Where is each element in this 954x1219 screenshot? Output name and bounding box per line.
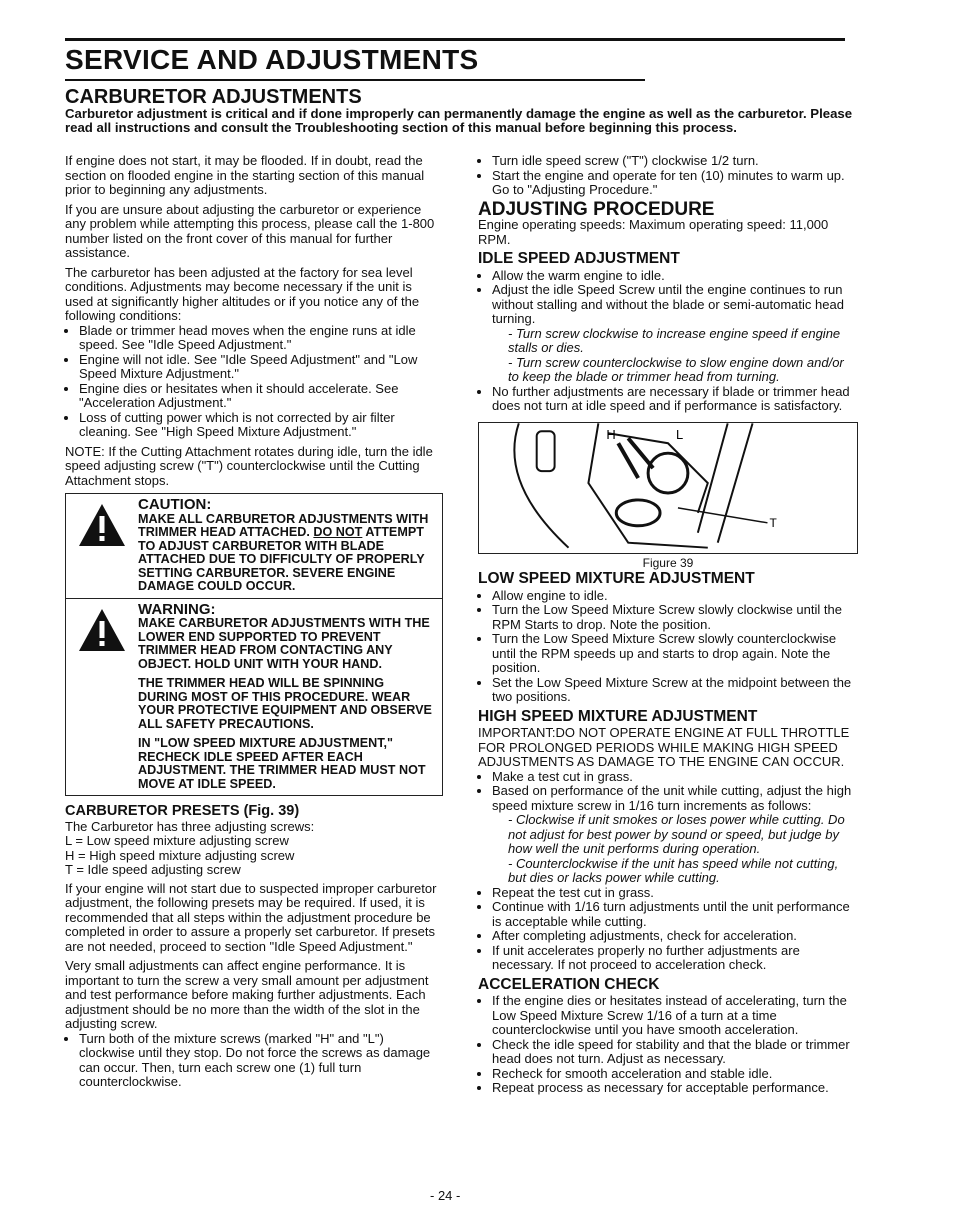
idle-list — [478, 269, 858, 327]
top-rule — [65, 38, 845, 41]
paragraph: The Carburetor has three adjusting screws: — [65, 818, 315, 834]
figure-caption: Figure 39 — [642, 555, 694, 570]
page-number: - 24 - — [430, 1188, 461, 1203]
adjusting-procedure-heading: ADJUSTING PROCEDURE — [478, 198, 715, 220]
list-item: • Engine dies or hesitates when it should accelerate. See "Acceleration Adjustment." — [79, 382, 443, 411]
conditions-list — [65, 324, 443, 440]
warning-label: WARNING: — [138, 600, 216, 618]
intro-warning: Carburetor adjustment is critical and if done improperly can permanently damage the engine as well as the carburetor. Please read all instructions and consult the Troubleshooting section of this manual before beginning this process. — [65, 106, 853, 135]
low-speed-list — [478, 589, 858, 705]
list-item: • Turn the Low Speed Mixture Screw slowly counterclockwise until the RPM speeds up and starts to drop again. Note the position. — [492, 632, 858, 676]
presets-list — [65, 1032, 443, 1090]
do-not-emphasis: DO NOT — [313, 525, 363, 539]
low-speed-heading: LOW SPEED MIXTURE ADJUSTMENT — [478, 570, 755, 587]
idle-speed-heading: IDLE SPEED ADJUSTMENT — [478, 250, 680, 267]
list-item: • Adjust the idle Speed Screw until the engine continues to run without stalling and without the blade or semi-automatic head turning. — [492, 283, 858, 327]
list-item: • Repeat the test cut in grass. — [492, 886, 858, 901]
list-item: • Start the engine and operate for ten (10) minutes to warm up. Go to "Adjusting Procedure." — [492, 169, 858, 198]
title-rule — [65, 79, 645, 81]
paragraph: The carburetor has been adjusted at the factory for sea level conditions. Adjustments may become necessary if the unit is used at significantly higher altitudes or if you notice any of the following conditions: — [65, 264, 420, 323]
high-speed-list — [478, 886, 858, 973]
sub-item: - Clockwise if unit smokes or loses power while cutting. Do not adjust for best power by sound or speed, but judge by how well the unit performs during operation. — [508, 812, 845, 856]
list-item: • Allow the warm engine to idle. — [492, 269, 858, 284]
list-item: • Repeat process as necessary for acceptable performance. — [492, 1081, 858, 1096]
list-item: • Loss of cutting power which is not corrected by air filter cleaning. See "High Speed Mixture Adjustment." — [79, 411, 443, 440]
screw-item: T = Idle speed adjusting screw — [65, 862, 241, 877]
list-item: • Set the Low Speed Mixture Screw at the midpoint between the two positions. — [492, 676, 858, 705]
warning-section — [66, 598, 442, 796]
list-item: • Continue with 1/16 turn adjustments until the unit performance is acceptable while cutting. — [492, 900, 858, 929]
sub-item: - Counterclockwise if the unit has speed while not cutting, but dies or lacks power while cutting. — [508, 855, 839, 885]
warning-text: THE TRIMMER HEAD WILL BE SPINNING DURING MOST OF THIS PROCEDURE. WEAR YOUR PROTECTIVE EQUIPMENT AND OBSERVE ALL SAFETY PRECAUTIONS. — [138, 676, 432, 731]
list-item: • Based on performance of the unit while cutting, adjust the high speed mixture screw in 1/16 turn increments as follows: — [492, 784, 858, 813]
acceleration-heading: ACCELERATION CHECK — [478, 975, 660, 993]
list-item: • Make a test cut in grass. — [492, 770, 858, 785]
acceleration-list — [478, 994, 858, 1096]
preset-steps-list — [478, 154, 858, 198]
page-title-block — [65, 38, 845, 81]
caution-section — [66, 494, 442, 598]
caution-label: CAUTION: — [138, 496, 212, 513]
list-item: • No further adjustments are necessary if blade or trimmer head does not turn at idle speed and if performance is satisfactory. — [492, 385, 858, 414]
figure-39-image — [478, 422, 858, 554]
list-item: • Allow engine to idle. — [492, 589, 858, 604]
safety-box — [65, 493, 443, 796]
sub-item: - Turn screw clockwise to increase engine speed if engine stalls or dies. — [508, 325, 841, 355]
right-column — [478, 154, 858, 1101]
list-item: • Turn the Low Speed Mixture Screw slowly clockwise until the RPM Starts to drop. Note the position. — [492, 603, 858, 632]
warning-triangle-icon — [66, 603, 138, 792]
label-h: H — [606, 426, 616, 442]
paragraph: If engine does not start, it may be flooded. If in doubt, read the section on flooded engine in the starting section of this manual prior to beginning any adjustments. — [65, 153, 425, 197]
list-item: • If unit accelerates properly no further adjustments are necessary. If not proceed to acceleration check. — [492, 944, 858, 973]
list-item: • Engine will not idle. See "Idle Speed Adjustment" and "Low Speed Mixture Adjustment." — [79, 353, 443, 382]
left-column — [65, 154, 443, 1095]
high-speed-heading: HIGH SPEED MIXTURE ADJUSTMENT — [478, 707, 758, 725]
list-item: • Check the idle speed for stability and that the blade or trimmer head does not turn. Adjust as necessary. — [492, 1038, 858, 1067]
list-item: • Turn idle speed screw ("T") clockwise 1/2 turn. — [492, 154, 858, 169]
list-item: • After completing adjustments, check for acceleration. — [492, 929, 858, 944]
high-speed-list — [478, 770, 858, 814]
paragraph: If you are unsure about adjusting the carburetor or experience any problem while attempting this process, please call the 1-800 number listed on the front cover of this manual for further assistance. — [65, 201, 435, 260]
important-notice: IMPORTANT:DO NOT OPERATE ENGINE AT FULL THROTTLE FOR PROLONGED PERIODS WHILE MAKING HIGH SPEED ADJUSTMENTS AS DAMAGE TO THE ENGINE CAN OCCUR. — [478, 725, 850, 769]
sub-item: - Turn screw counterclockwise to slow engine down and/or to keep the blade or trimmer head from turning. — [508, 354, 844, 384]
note: NOTE: If the Cutting Attachment rotates during idle, turn the idle speed adjusting screw ("T") counterclockwise until the Cutting Attachment stops. — [65, 443, 433, 488]
warning-text: MAKE CARBURETOR ADJUSTMENTS WITH THE LOWER END SUPPORTED TO PREVENT TRIMMER HEAD FROM CONTACTING ANY OBJECT. HOLD UNIT WITH YOUR HAND. — [138, 616, 430, 671]
section-heading: CARBURETOR ADJUSTMENTS — [65, 86, 362, 108]
caution-text: MAKE ALL CARBURETOR ADJUSTMENTS WITH TRIMMER HEAD ATTACHED. DO NOT ATTEMPT TO ADJUST CARBURETOR WITH BLADE ATTACHED DUE TO DIFFICULTY OF PROPERLY SETTING CARBURETOR. SEVERE ENGINE DAMAGE COULD OCCUR. — [138, 511, 429, 593]
idle-list — [478, 385, 858, 414]
warning-text: IN "LOW SPEED MIXTURE ADJUSTMENT," RECHECK IDLE SPEED AFTER EACH ADJUSTMENT. THE TRIMMER HEAD MUST NOT MOVE AT IDLE SPEED. — [138, 736, 426, 791]
screw-item: L = Low speed mixture adjusting screw — [65, 833, 289, 848]
paragraph: If your engine will not start due to suspected improper carburetor adjustment, the following presets may be required. If used, it is recommended that all steps within the adjustment procedure be completed in order to assure a properly set carburetor. If presets are not needed, proceed to section "Idle Speed Adjustment." — [65, 880, 437, 954]
screw-item: H = High speed mixture adjusting screw — [65, 847, 295, 863]
page-title: SERVICE AND ADJUSTMENTS — [65, 44, 479, 75]
list-item: • If the engine dies or hesitates instead of accelerating, turn the Low Speed Mixture Screw 1/16 of a turn at a time counterclockwise until you have smooth acceleration. — [492, 994, 858, 1038]
label-l: L — [675, 426, 684, 442]
carburetor-illustration — [479, 423, 857, 553]
warning-triangle-icon — [66, 498, 138, 594]
list-item: • Turn both of the mixture screws (marked "H" and "L") clockwise until they stop. Do not force the screws as damage can occur. Then, turn each screw one (1) full turn counterclockwise. — [79, 1032, 443, 1090]
list-item: • Blade or trimmer head moves when the engine runs at idle speed. See "Idle Speed Adjustment." — [79, 324, 443, 353]
presets-heading: CARBURETOR PRESETS (Fig. 39) — [65, 803, 300, 819]
paragraph: Engine operating speeds: Maximum operating speed: 11,000 RPM. — [478, 217, 829, 247]
paragraph: Very small adjustments can affect engine performance. It is important to turn the screw a very small amount per adjustment and test performance before making further adjustments. Each adjustment should be no more than the width of the slot in the adjusting screw. — [65, 958, 429, 1031]
label-t: T — [769, 515, 777, 530]
list-item: • Recheck for smooth acceleration and stable idle. — [492, 1067, 858, 1082]
